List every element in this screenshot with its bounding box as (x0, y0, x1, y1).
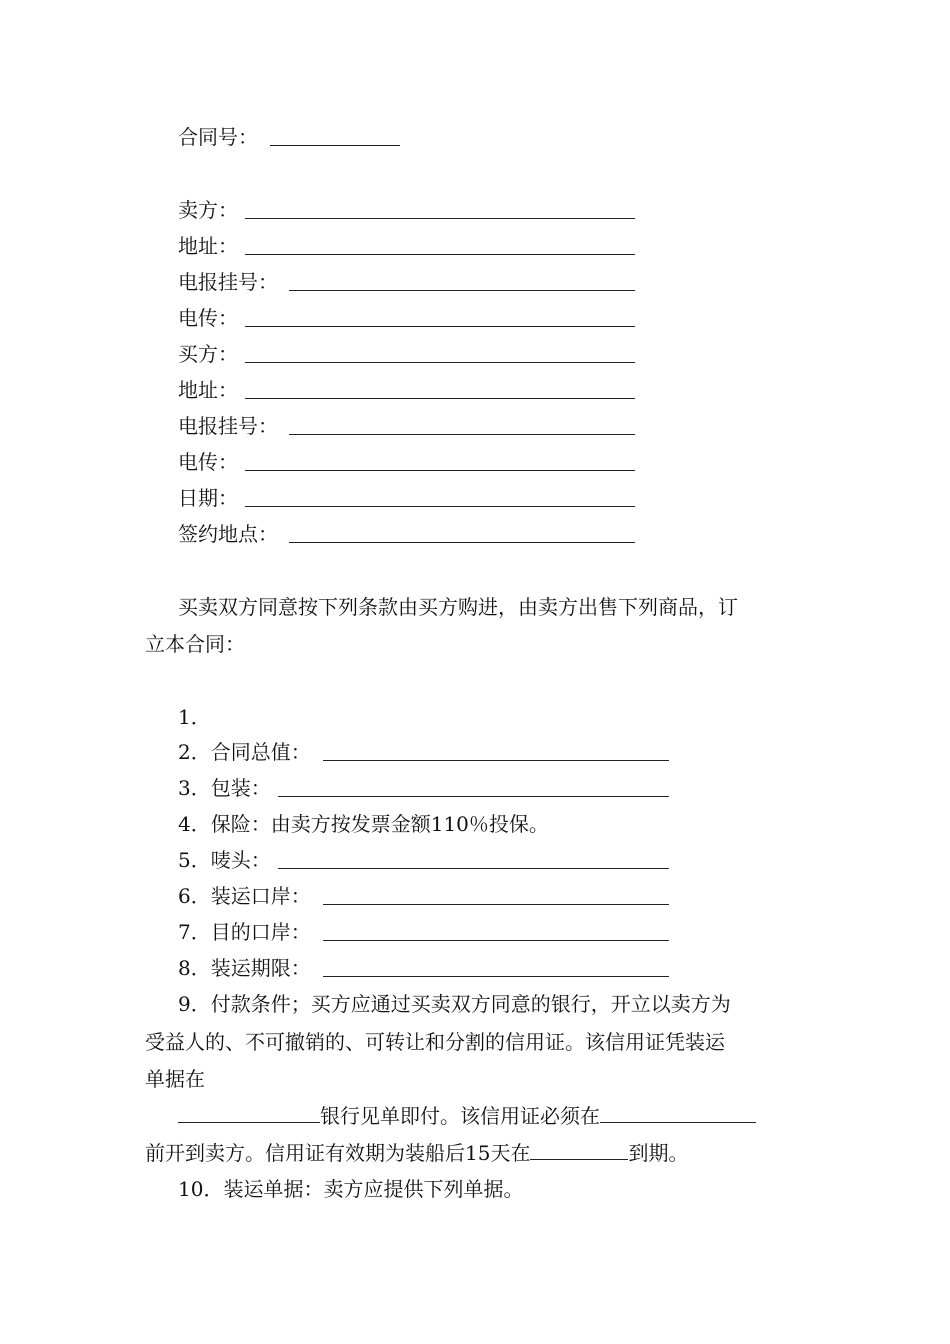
clause-5-row (178, 848, 673, 872)
seller-cable-label: 电报挂号： (178, 270, 278, 294)
buyer-cable-field[interactable] (289, 416, 635, 435)
buyer-field[interactable] (245, 344, 635, 363)
signing-place-field[interactable] (289, 524, 635, 543)
clause-3-label: 3．包装： (178, 776, 271, 800)
buyer-cable-row (178, 414, 638, 438)
buyer-telex-field[interactable] (245, 452, 635, 471)
clause-2-label: 2．合同总值： (178, 740, 311, 764)
seller-telex-label: 电传： (178, 306, 238, 330)
clause-6-row (178, 884, 673, 908)
buyer-cable-label: 电报挂号： (178, 414, 278, 438)
clause-9-line-5 (145, 1141, 688, 1165)
buyer-telex-label: 电传： (178, 450, 238, 474)
shipment-time-field[interactable] (323, 958, 669, 977)
seller-cable-field[interactable] (289, 272, 635, 291)
date-row (178, 486, 638, 510)
buyer-address-field[interactable] (245, 380, 635, 399)
signing-place-label: 签约地点： (178, 522, 278, 546)
buyer-address-label: 地址： (178, 378, 238, 402)
intro-line-2: 立本合同： (145, 632, 245, 656)
clause-10: 10．装运单据：卖方应提供下列单据。 (178, 1177, 524, 1201)
clause-3-row (178, 776, 673, 800)
seller-address-label: 地址： (178, 234, 238, 258)
clause-6-label: 6．装运口岸： (178, 884, 311, 908)
clause-9-line-3: 单据在 (145, 1067, 205, 1091)
clause-9-line-5-text-a: 前开到卖方。信用证有效期为装船后15天在 (145, 1141, 531, 1165)
bank-field[interactable] (178, 1104, 320, 1123)
lc-open-date-field[interactable] (600, 1104, 756, 1123)
buyer-telex-row (178, 450, 638, 474)
intro-line-1: 买卖双方同意按下列条款由买方购进，由卖方出售下列商品，订 (178, 595, 738, 619)
clause-5-label: 5．唛头： (178, 848, 271, 872)
seller-telex-field[interactable] (245, 308, 635, 327)
total-value-field[interactable] (323, 742, 669, 761)
clause-9-line-1: 9．付款条件；买方应通过买卖双方同意的银行，开立以卖方为 (178, 992, 731, 1016)
clause-2-row (178, 740, 673, 764)
buyer-address-row (178, 378, 638, 402)
seller-telex-row (178, 306, 638, 330)
seller-field[interactable] (245, 200, 635, 219)
clause-9-line-5-text-b: 到期。 (628, 1141, 689, 1165)
port-of-destination-field[interactable] (323, 922, 669, 941)
contract-no-label: 合同号： (178, 125, 258, 149)
buyer-label: 买方： (178, 342, 238, 366)
clause-8-label: 8．装运期限： (178, 956, 311, 980)
seller-label: 卖方： (178, 198, 238, 222)
seller-row (178, 198, 638, 222)
clause-7-label: 7．目的口岸： (178, 920, 311, 944)
clause-9-line-2: 受益人的、不可撤销的、可转让和分割的信用证。该信用证凭装运 (145, 1030, 725, 1054)
lc-expiry-place-field[interactable] (530, 1141, 628, 1160)
seller-address-row (178, 234, 638, 258)
date-label: 日期： (178, 486, 238, 510)
clause-1: 1． (178, 705, 211, 729)
contract-no-field[interactable] (270, 127, 400, 146)
clause-7-row (178, 920, 673, 944)
packing-field[interactable] (278, 778, 669, 797)
date-field[interactable] (245, 488, 635, 507)
clause-4: 4．保险：由卖方按发票金额110％投保。 (178, 812, 549, 836)
signing-place-row (178, 522, 638, 546)
seller-cable-row (178, 270, 638, 294)
contract-no-row (178, 125, 408, 149)
shipping-mark-field[interactable] (278, 850, 669, 869)
port-of-shipment-field[interactable] (323, 886, 669, 905)
buyer-row (178, 342, 638, 366)
clause-8-row (178, 956, 673, 980)
clause-9-line-4-text: 银行见单即付。该信用证必须在 (320, 1104, 600, 1128)
seller-address-field[interactable] (245, 236, 635, 255)
clause-9-line-4 (178, 1104, 756, 1128)
